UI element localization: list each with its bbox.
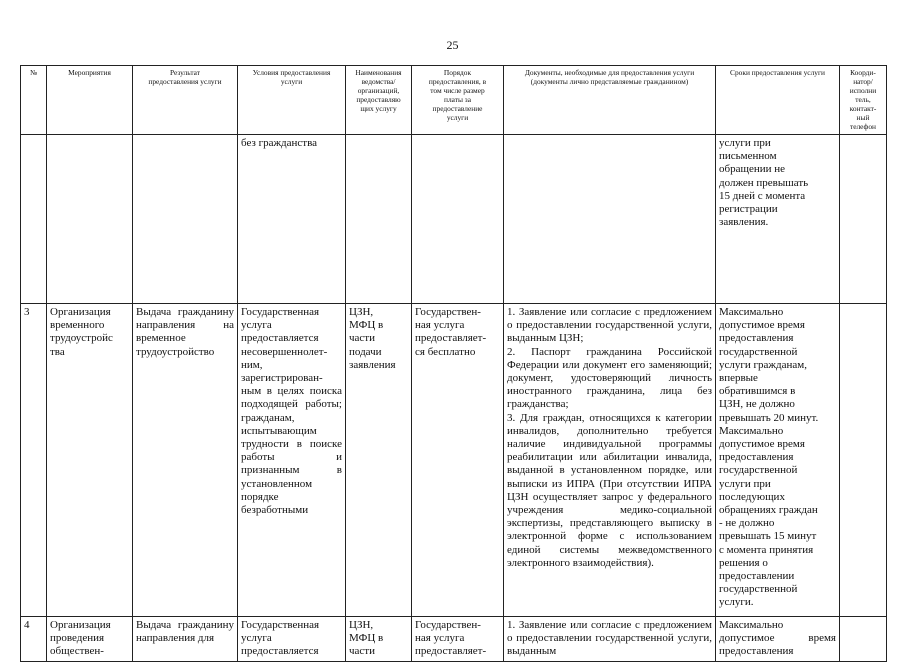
cell-coordinator [840,617,887,662]
cell-terms: услуги при письменном обращении не должен превышать 15 дней с момента регистрации заявления. [716,135,840,304]
header-result: Результат предоставления услуги [133,66,238,135]
cell-num: 4 [21,617,47,662]
cell-result [133,135,238,304]
header-conditions: Условия предоставления услуги [238,66,346,135]
cell-agencies [346,135,412,304]
services-table [20,65,887,662]
header-procedure: Порядок предоставления, в том числе размер платы за предоставление услуги [412,66,504,135]
cell-event: Организация временного трудоустройс тва [47,304,133,617]
table-header-row [21,66,887,135]
header-agencies: Наименования ведомства/ организаций, предоставляю щих услугу [346,66,412,135]
cell-event [47,135,133,304]
cell-num [21,135,47,304]
cell-terms: Максимально допустимое время предоставления государственной услуги гражданам, впервые обратившимся в ЦЗН, не должно превышать 20 минут. Максимально допустимое время предоставления государственной услуги при последующих обращениях граждан - не должно превышать 15 минут с момента принятия решения о предоставлении государственной услуги. [716,304,840,617]
header-event: Мероприятия [47,66,133,135]
header-num: № [21,66,47,135]
cell-terms: Максимально допустимое время предоставления [716,617,840,662]
cell-event: Организация проведения обществен- [47,617,133,662]
cell-documents [504,135,716,304]
header-coordinator: Коорди- натор/ исполни тель, контакт- ный телефон [840,66,887,135]
cell-coordinator [840,135,887,304]
cell-documents: 1. Заявление или согласие с предложением о предоставлении государственной услуги, выданным ЦЗН; 2. Паспорт гражданина Российской Федерации или документ его заменяющий; документ, удостоверяющий личность иностранного гражданина, лица без гражданства; 3. Для граждан, относящихся к категории инвалидов, дополнительно требуется наличие индивидуальной программы реабилитации или абилитации инвалида, выданной в установленном порядке, или выписки из ИПРА (При отсутствии ИПРА ЦЗН осуществляет запрос у федерального учреждения медико-социальной экспертизы, представляющего выписку в электронной форме с использованием единой системы межведомственного электронного взаимодействия). [504,304,716,617]
table-row [21,135,887,304]
table-row [21,304,887,617]
cell-agencies: ЦЗН, МФЦ в части подачи заявления [346,304,412,617]
cell-agencies: ЦЗН, МФЦ в части [346,617,412,662]
table-row [21,617,887,662]
cell-num: 3 [21,304,47,617]
cell-result: Выдача гражданину направления на временное трудоустройство [133,304,238,617]
cell-conditions: Государственная услуга предоставляется несовершеннолет-ним, зарегистрирован-ным в целях поиска подходящей работы; гражданам, испытывающим трудности в поиске работы и признанным в установленном порядке безработными [238,304,346,617]
cell-procedure [412,135,504,304]
cell-result: Выдача гражданину направления для [133,617,238,662]
cell-documents: 1. Заявление или согласие с предложением о предоставлении государственной услуги, выданным [504,617,716,662]
cell-procedure: Государствен- ная услуга предоставляет- [412,617,504,662]
header-documents: Документы, необходимые для предоставления услуги (документы лично представляемые гражданином) [504,66,716,135]
cell-conditions: Государственная услуга предоставляется [238,617,346,662]
cell-conditions: без гражданства [238,135,346,304]
page-number: 25 [446,38,459,52]
cell-coordinator [840,304,887,617]
cell-procedure: Государствен- ная услуга предоставляет- ся бесплатно [412,304,504,617]
header-terms: Сроки предоставления услуги [716,66,840,135]
